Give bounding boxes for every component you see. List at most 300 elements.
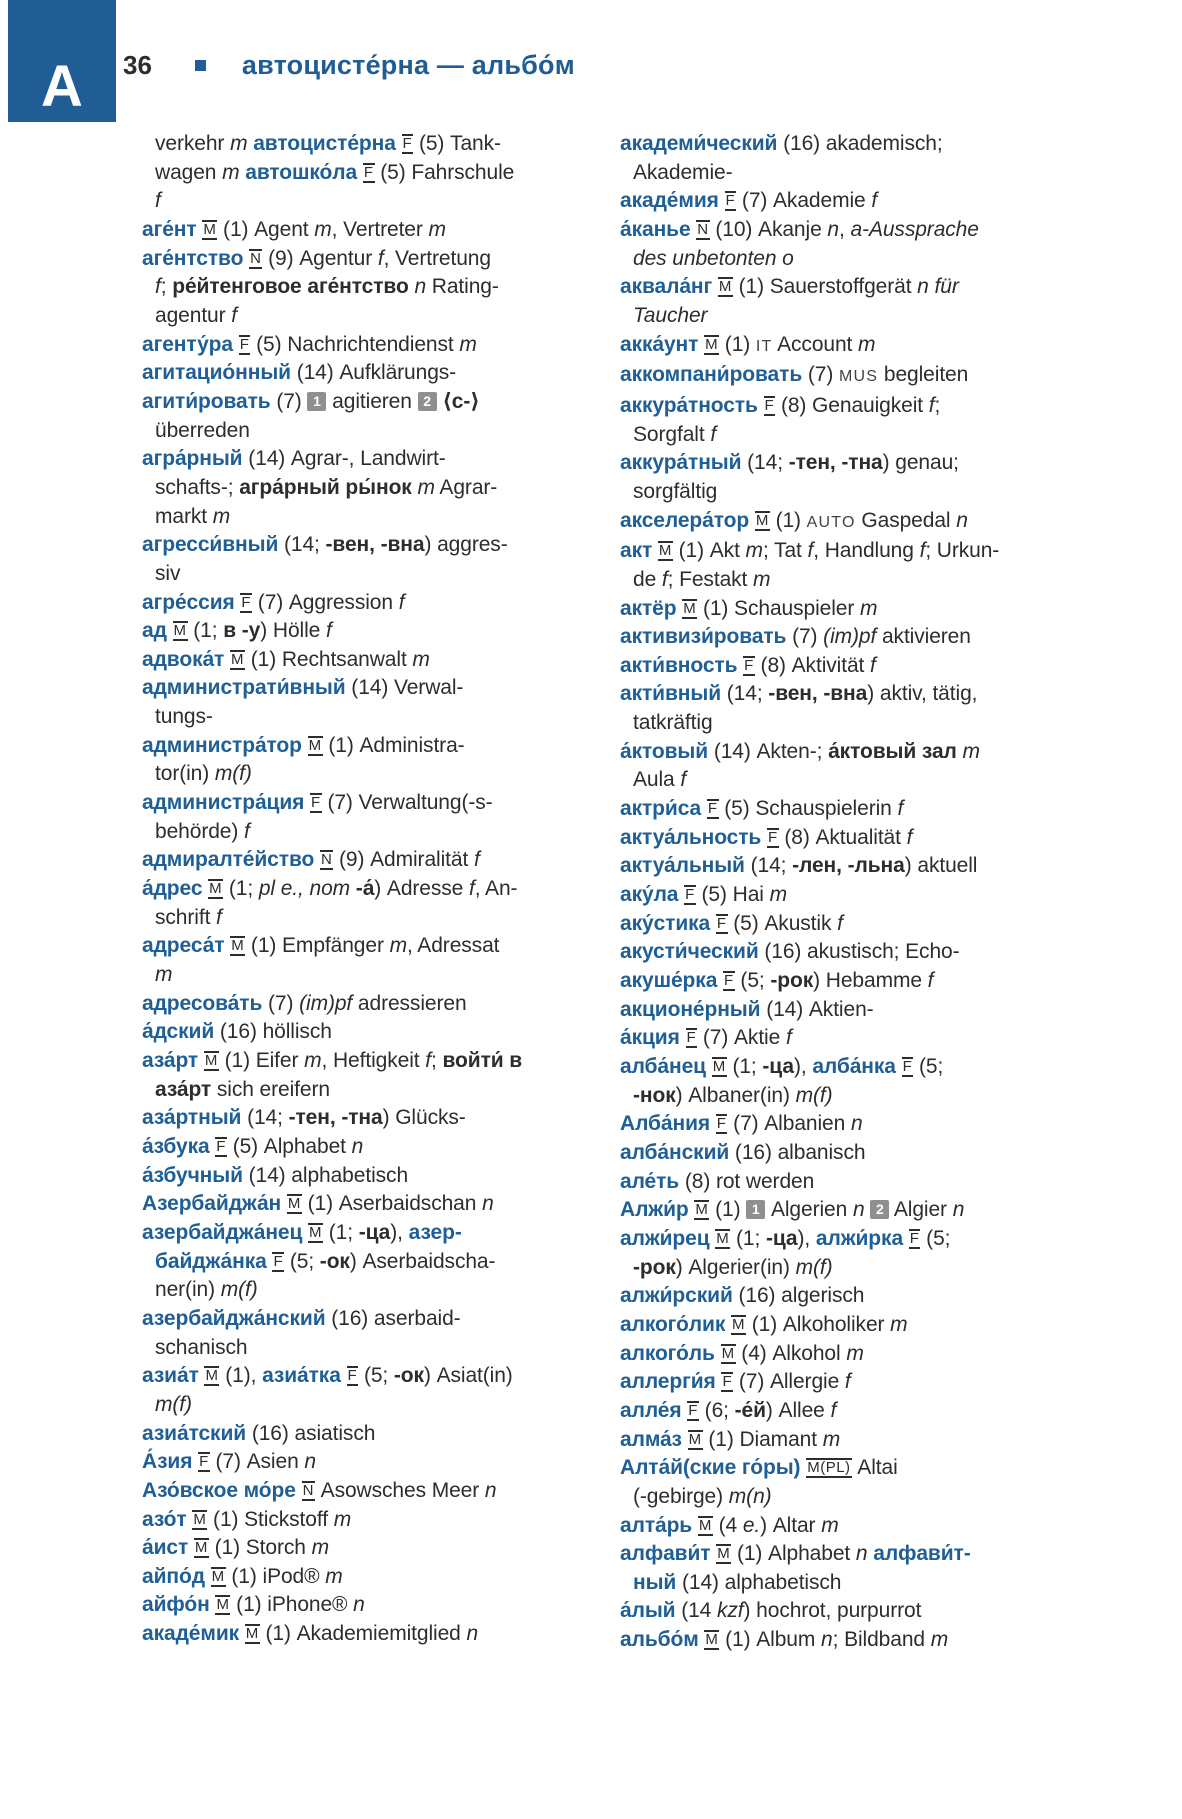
entry-line: [142, 560, 592, 589]
text: siv: [155, 561, 181, 585]
italic-text: m: [821, 1513, 839, 1537]
entry-line: [620, 1254, 1070, 1283]
text: ),: [797, 1226, 816, 1250]
dictionary-entry: [142, 1018, 592, 1047]
entry-line: [142, 875, 592, 904]
entry-line: [620, 245, 1070, 274]
italic-text: m: [846, 1341, 864, 1365]
italic-text: f: [425, 1049, 432, 1072]
dictionary-entry: [142, 1591, 592, 1620]
italic-text: m(f): [155, 1392, 192, 1416]
italic-text: f: [398, 590, 405, 614]
entry-line: [620, 766, 1070, 795]
text: (14;: [241, 1106, 289, 1130]
entry-line: [620, 738, 1070, 767]
italic-text: n: [917, 275, 929, 299]
text: sich ereifern: [211, 1077, 330, 1101]
dictionary-entry: [142, 990, 592, 1019]
headword: актри́са: [620, 797, 707, 821]
text: (5;: [734, 969, 771, 993]
text: (5;: [913, 1055, 944, 1078]
italic-text: f: [870, 653, 876, 677]
headword: а́збука: [142, 1134, 216, 1158]
text: (16) akademisch;: [777, 132, 943, 155]
text: (5) Nachrichtendienst: [250, 332, 460, 356]
entry-line: [142, 932, 592, 961]
page-number: 36: [123, 49, 152, 80]
text: (1) Eifer: [218, 1049, 305, 1072]
text: Algier: [889, 1198, 953, 1222]
gender-marker: F: [716, 1115, 727, 1133]
text: (6;: [698, 1398, 735, 1422]
text: tor(in): [155, 762, 215, 786]
italic-text: m: [858, 332, 876, 356]
dictionary-entry: [620, 738, 1070, 795]
text: ) Asiat(in): [423, 1364, 513, 1388]
dictionary-entry: [142, 1190, 592, 1219]
entry-line: [620, 938, 1070, 967]
entry-line: [620, 795, 1070, 824]
dictionary-entry: [142, 875, 592, 932]
entry-line: [142, 1362, 592, 1391]
italic-text: m: [155, 963, 173, 987]
headword: Алта́й(ские го́ры): [620, 1456, 801, 1480]
text: (7) Verwaltung(-s-: [321, 791, 493, 815]
italic-text: n: [353, 1593, 365, 1617]
headword: агра́рный: [142, 447, 243, 471]
text: ),: [390, 1220, 409, 1244]
entry-line: [142, 474, 592, 503]
bold-text: ре́йтенговое аге́нтство: [172, 275, 415, 299]
entry-line: [142, 1391, 592, 1420]
text: ) aktiv, tätig,: [867, 682, 978, 706]
italic-text: m: [428, 217, 446, 241]
left-column: [142, 130, 592, 1655]
gender-marker: M: [204, 1052, 218, 1069]
dictionary-entry: [620, 537, 1070, 594]
headword: автоцисте́рна: [253, 132, 402, 155]
headword: акусти́ческий: [620, 940, 759, 964]
gender-marker: F: [685, 886, 695, 904]
italic-text: f: [871, 189, 878, 213]
italic-text: e.: [742, 1513, 761, 1537]
gender-marker: F: [311, 794, 321, 812]
bold-text: агра́рный ры́нок: [239, 475, 418, 499]
entry-line: [620, 1282, 1070, 1311]
italic-text: n: [482, 1192, 494, 1216]
headword: алжи́рка: [815, 1226, 909, 1250]
entry-line: [620, 996, 1070, 1025]
bold-text: -е́й: [734, 1398, 766, 1422]
headword: администрати́вный: [142, 676, 346, 700]
text: (1;: [223, 877, 259, 901]
italic-text: f: [897, 797, 904, 821]
gender-marker: F: [767, 828, 778, 846]
text: (1) Akademiemitglied: [259, 1622, 467, 1646]
bold-text: -а́: [355, 877, 375, 901]
entry-line: [142, 531, 592, 560]
dictionary-entry: [142, 789, 592, 846]
headword: автошко́ла: [245, 160, 363, 184]
entry-line: [142, 1076, 592, 1105]
bold-text: -ца: [762, 1055, 794, 1078]
text: (-gebirge): [633, 1484, 729, 1508]
headword: алле́я: [620, 1398, 688, 1422]
text: (1) Alkoholiker: [745, 1312, 891, 1336]
text: (16) höllisch: [214, 1020, 332, 1044]
dictionary-entry: [142, 1620, 592, 1649]
text: ) Albaner(in): [675, 1083, 796, 1107]
entry-line: [142, 1219, 592, 1248]
text: (1) Storch: [208, 1536, 312, 1560]
field-label: IT: [755, 337, 773, 355]
italic-text: f: [468, 877, 475, 901]
text: Sorgfalt: [633, 422, 711, 446]
text: agentur: [155, 303, 232, 327]
headword: акуше́рка: [620, 969, 724, 993]
text: (5) Fahrschule: [374, 160, 515, 184]
headword: алма́з: [620, 1427, 688, 1451]
text: ) Altar: [760, 1513, 822, 1537]
gender-marker: M: [245, 1625, 259, 1643]
italic-text: f: [906, 825, 913, 849]
gender-marker: F: [707, 800, 718, 818]
headword: але́ть: [620, 1169, 680, 1193]
entry-line: [620, 566, 1070, 595]
italic-text: m: [459, 332, 477, 356]
text: (8) Genauigkeit: [775, 393, 929, 417]
text: (1) Sauerstoffgerät: [732, 275, 918, 299]
dictionary-entry: [620, 623, 1070, 652]
italic-text: m(n): [728, 1484, 772, 1508]
bold-text: -ца: [765, 1226, 798, 1250]
headword: аллерги́я: [620, 1370, 722, 1394]
headword: академи́ческий: [620, 132, 778, 155]
bold-text: -нок: [633, 1083, 676, 1107]
text: (5) Alphabet: [226, 1134, 352, 1158]
text: markt: [155, 504, 213, 528]
text: (8) Aktualität: [778, 825, 907, 849]
dictionary-entry: [620, 996, 1070, 1025]
gender-marker: F: [363, 163, 374, 181]
text: , Heftigkeit: [321, 1049, 426, 1072]
italic-text: n: [852, 1198, 865, 1222]
text: (7): [262, 991, 300, 1015]
text: ) Glücks-: [382, 1106, 466, 1130]
text: (5) Schauspielerin: [718, 797, 898, 821]
italic-text: m: [325, 1564, 343, 1588]
text: (16) algerisch: [732, 1284, 865, 1308]
bold-text: в -у: [223, 619, 261, 643]
bold-text: -вен, -вна: [768, 682, 868, 706]
gender-marker: M: [717, 1545, 731, 1563]
dictionary-entry: [142, 216, 592, 245]
dictionary-entry: [142, 932, 592, 989]
text: (14;: [721, 682, 769, 706]
entry-line: [620, 1139, 1070, 1168]
entry-line: [142, 760, 592, 789]
headword: азиа́т: [142, 1364, 205, 1388]
text: ) Hölle: [260, 619, 326, 643]
text: Akademie-: [633, 160, 733, 184]
gender-marker: N: [320, 851, 333, 869]
entry-line: [142, 846, 592, 875]
dictionary-entry: [620, 273, 1070, 330]
entry-line: [142, 388, 592, 417]
text: adressieren: [352, 991, 467, 1015]
text: (5;: [284, 1249, 320, 1273]
headword: азербайджа́нский: [142, 1306, 326, 1330]
italic-text: f: [927, 969, 934, 993]
text: ; Urkun-: [925, 539, 1000, 563]
entry-line: [620, 1225, 1070, 1254]
entry-line: [142, 1477, 592, 1506]
entry-line: [620, 537, 1070, 566]
entry-line: [142, 1506, 592, 1535]
bold-text: -тен, -тна: [788, 451, 883, 475]
dictionary-entry: [142, 1219, 592, 1305]
entry-line: [620, 216, 1070, 245]
headword: а́лый: [620, 1599, 676, 1623]
italic-text: m: [212, 504, 231, 528]
italic-text: f: [807, 539, 814, 563]
headword: Алжи́р: [620, 1198, 695, 1222]
entry-line: [620, 967, 1070, 996]
headword: а́ист: [142, 1536, 194, 1560]
text: (14;: [741, 451, 789, 475]
entry-line: [142, 1334, 592, 1363]
text: (1;: [187, 619, 224, 643]
headword: ад: [142, 619, 173, 643]
dictionary-entry: [620, 1024, 1070, 1053]
entry-line: [142, 302, 592, 331]
dictionary-entry: [142, 589, 592, 618]
text: (1;: [726, 1055, 763, 1078]
dictionary-entry: [620, 652, 1070, 681]
entry-line: [620, 1024, 1070, 1053]
headword: алба́нка: [812, 1055, 902, 1078]
entry-line: [620, 130, 1070, 159]
text: ,: [838, 217, 851, 241]
bold-text: ⟨с-⟩: [442, 389, 480, 413]
dictionary-entry: [142, 1162, 592, 1191]
headword: администра́ция: [142, 791, 311, 815]
headword: аккура́тный: [620, 451, 742, 475]
entry-line: [142, 732, 592, 761]
text: (16) albanisch: [729, 1140, 866, 1164]
entry-line: [620, 1483, 1070, 1512]
gender-marker: M: [309, 1223, 323, 1241]
text: (9) Agentur: [262, 246, 378, 270]
gender-marker: F: [216, 1137, 226, 1155]
dictionary-entry: [142, 1305, 592, 1362]
dictionary-entry: [620, 216, 1070, 273]
gender-marker: F: [764, 396, 775, 414]
headword: а́кция: [620, 1026, 686, 1050]
entry-line: [620, 1311, 1070, 1340]
entry-line: [620, 1597, 1070, 1626]
headword: а́дрес: [142, 877, 209, 901]
dictionary-entry: [620, 824, 1070, 853]
dictionary-entry: [142, 1563, 592, 1592]
italic-text: m: [412, 647, 430, 671]
text: (9) Admiralität: [333, 848, 474, 872]
entry-line: [620, 1426, 1070, 1455]
entry-line: [142, 589, 592, 618]
gender-marker: F: [239, 335, 250, 353]
gender-marker: M: [698, 1516, 712, 1534]
gender-marker: F: [199, 1453, 209, 1471]
dictionary-entry: [620, 1340, 1070, 1369]
gender-marker: F: [716, 914, 727, 932]
gender-marker: M: [731, 1315, 745, 1333]
gender-marker: F: [688, 1401, 698, 1419]
gender-marker: N: [250, 249, 262, 267]
headword: агитацио́нный: [142, 361, 291, 385]
italic-text: f: [473, 848, 480, 872]
italic-text: f: [231, 303, 238, 327]
dictionary-entry: [620, 1454, 1070, 1511]
headword: актуа́льный: [620, 854, 745, 878]
dictionary-entry: [620, 187, 1070, 216]
entry-line: [620, 1053, 1070, 1082]
headword: а́канье: [620, 217, 697, 241]
entry-line: [142, 1305, 592, 1334]
gender-marker: M: [209, 880, 223, 898]
text: (14) Aktien-: [760, 997, 874, 1021]
text: de: [633, 567, 662, 591]
text: ;: [431, 1049, 443, 1072]
dictionary-entry: [620, 1626, 1070, 1655]
dictionary-entry: [142, 445, 592, 531]
text: (5;: [358, 1364, 394, 1388]
entry-line: [142, 273, 592, 302]
gender-marker: M: [718, 278, 732, 296]
text: ;: [934, 393, 941, 417]
headword: а́збучный: [142, 1163, 243, 1187]
dictionary-entry: [620, 130, 1070, 187]
gender-marker: N: [697, 220, 709, 238]
italic-text: a-Aussprache: [850, 217, 979, 241]
text: ; Festakt: [667, 567, 754, 591]
headword: аку́стика: [620, 911, 716, 935]
italic-text: m: [769, 883, 787, 907]
italic-text: des unbetonten o: [633, 246, 794, 270]
entry-line: [620, 273, 1070, 302]
text: verkehr: [155, 132, 231, 155]
headword: а́ктовый: [620, 739, 709, 763]
dictionary-entry: [142, 674, 592, 731]
entry-line: [142, 1534, 592, 1563]
italic-text: pl e., nom: [258, 877, 356, 901]
text: (1) iPod®: [225, 1564, 326, 1588]
entry-line: [142, 1018, 592, 1047]
text: (1),: [219, 1364, 263, 1388]
italic-text: f: [244, 819, 250, 843]
gender-marker: M: [287, 1195, 301, 1213]
italic-text: n: [827, 217, 839, 241]
text: Account: [772, 332, 859, 356]
sense-number: 1: [307, 392, 326, 411]
text: überreden: [155, 418, 250, 442]
dictionary-entry: [142, 1506, 592, 1535]
text: ; Bildband: [832, 1628, 931, 1652]
text: (14) Aufklärungs-: [290, 361, 457, 385]
entry-line: [142, 617, 592, 646]
italic-text: n: [952, 1198, 965, 1222]
entry-line: [620, 852, 1070, 881]
dictionary-entry: [142, 1477, 592, 1506]
text: , Adressat: [407, 934, 500, 958]
dictionary-entry: [620, 852, 1070, 881]
italic-text: kzf: [717, 1599, 744, 1623]
text: ) Adresse: [374, 877, 469, 901]
headword: а́дский: [142, 1020, 215, 1044]
gender-marker: M: [308, 736, 322, 754]
italic-text: m: [333, 1507, 352, 1531]
entry-line: [142, 990, 592, 1019]
italic-text: m: [389, 934, 407, 958]
bold-text: -ок: [393, 1364, 424, 1388]
dictionary-entry: [620, 881, 1070, 910]
text: (1) Aserbaidschan: [301, 1192, 483, 1216]
bold-text: -ок: [319, 1249, 350, 1273]
text: ) aktuell: [904, 854, 978, 878]
italic-text: n: [855, 1542, 868, 1566]
headword: азиа́тка: [262, 1364, 347, 1388]
entry-line: [620, 421, 1070, 450]
text: Agrar-: [434, 475, 498, 499]
italic-text: f: [377, 246, 384, 270]
italic-text: f: [680, 768, 687, 792]
gender-marker: M: [721, 1344, 735, 1362]
bold-text: -рок: [770, 969, 814, 993]
headword: алжи́рец: [620, 1226, 716, 1250]
text: aktivieren: [876, 625, 971, 649]
entry-line: [620, 1540, 1070, 1569]
italic-text: m: [890, 1312, 908, 1336]
entry-line: [142, 961, 592, 990]
italic-text: f: [216, 905, 222, 929]
gender-marker: F: [686, 1029, 697, 1047]
gender-marker: M: [683, 599, 697, 617]
bold-text: -ца: [358, 1220, 391, 1244]
text: ; Tat: [762, 539, 808, 563]
dictionary-entry: [142, 388, 592, 445]
italic-text: f: [844, 1370, 851, 1394]
dictionary-entry: [620, 1311, 1070, 1340]
text: (7) Allergie: [733, 1370, 845, 1394]
entry-line: [620, 595, 1070, 624]
entry-line: [142, 331, 592, 360]
headword: акт: [620, 539, 658, 563]
headword: азиа́тский: [142, 1421, 247, 1445]
text: (14) Akten-;: [708, 739, 829, 763]
entry-line: [142, 359, 592, 388]
gender-marker: F: [902, 1058, 913, 1075]
text: schanisch: [155, 1335, 248, 1359]
entry-line: [620, 1110, 1070, 1139]
text: ;: [160, 275, 173, 299]
entry-line: [620, 1082, 1070, 1111]
entry-line: [142, 1591, 592, 1620]
entry-line: [142, 417, 592, 446]
entry-line: [620, 1626, 1070, 1655]
headword: адресова́ть: [142, 991, 263, 1015]
headword: актёр: [620, 596, 683, 620]
text: (1) Administra-: [322, 733, 465, 757]
text: (8) rot werden: [679, 1169, 815, 1193]
